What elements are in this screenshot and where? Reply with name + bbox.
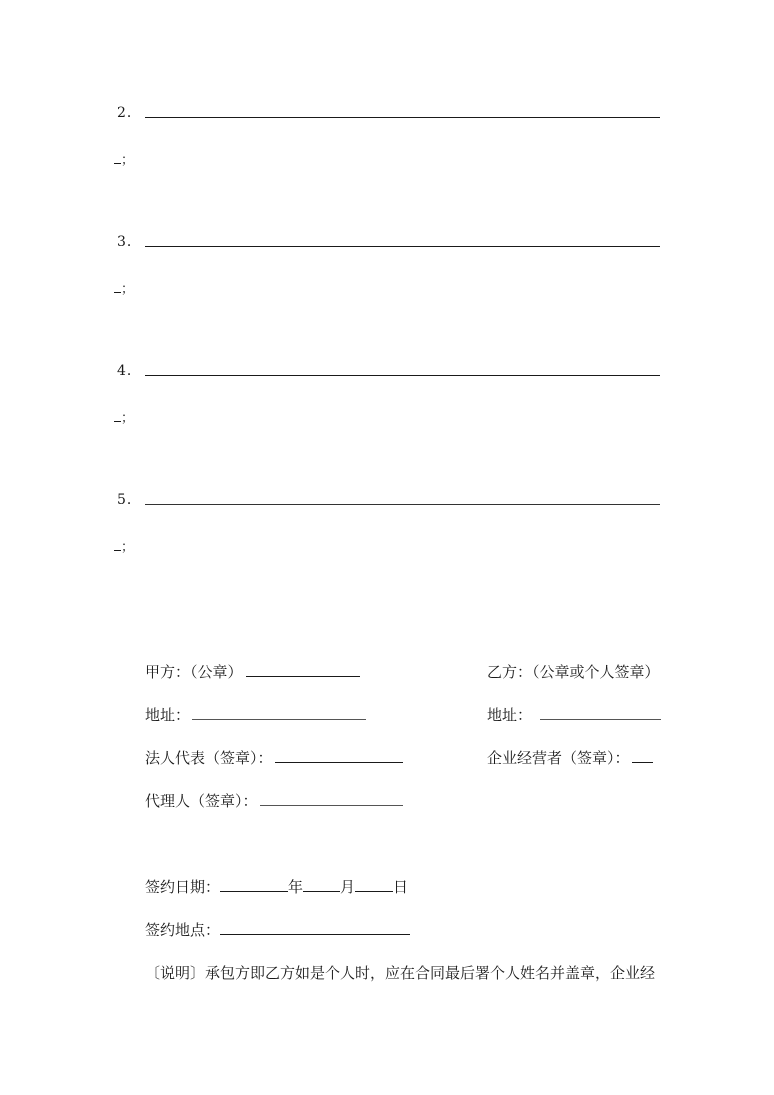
explanation-note: 〔说明〕承包方即乙方如是个人时，应在合同最后署个人姓名并盖章，企业经 <box>145 964 656 982</box>
blank-line <box>145 117 660 118</box>
party-b-seal: 乙方：（公章或个人签章） <box>487 663 660 681</box>
signing-date: 签约日期： 年 月 日 <box>145 878 409 896</box>
item-number: 2． <box>117 105 142 121</box>
item-number: 5． <box>117 492 142 508</box>
blank-line <box>145 375 660 376</box>
enterprise-operator: 企业经营者（签章）： <box>487 747 653 768</box>
party-b-address: 地址： <box>487 704 661 725</box>
party-a-address: 地址： <box>145 704 366 725</box>
item-number: 4． <box>117 363 142 379</box>
item-tail: ； <box>114 407 134 426</box>
blank-line <box>145 504 660 505</box>
agent: 代理人（签章）： <box>145 790 403 811</box>
item-number: 3． <box>117 234 142 250</box>
item-tail: ； <box>114 536 134 555</box>
party-a-seal: 甲方：（公章） <box>145 661 360 682</box>
item-tail: ； <box>114 149 134 168</box>
item-tail: ； <box>114 278 134 297</box>
blank-line <box>145 246 660 247</box>
legal-representative: 法人代表（签章）： <box>145 747 403 768</box>
signing-place: 签约地点： <box>145 919 410 940</box>
